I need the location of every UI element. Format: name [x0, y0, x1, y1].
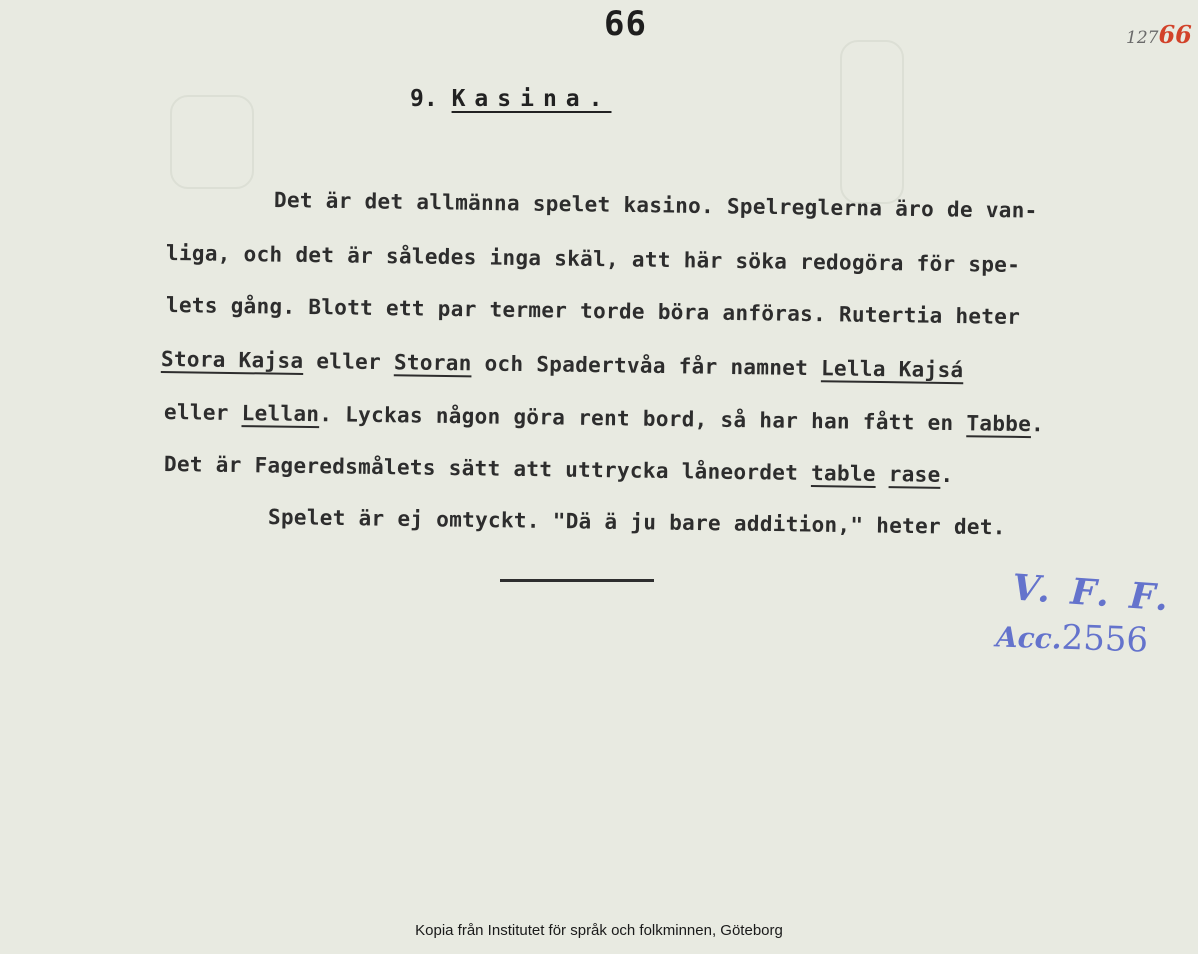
section-title: Kasina. — [451, 86, 612, 112]
stamp-line-1: V. F. F. — [1010, 566, 1174, 620]
line-text: . — [940, 462, 954, 488]
term-tabbe: Tabbe — [966, 411, 1032, 437]
archive-number-red: 66 — [1158, 20, 1192, 49]
section-heading — [410, 86, 612, 112]
paragraph-1-line-1: Det är det allmänna spelet kasino. Spelreglerna äro de van- — [273, 188, 1038, 223]
line-text: eller — [303, 348, 395, 375]
line-text: . — [1030, 412, 1045, 437]
term-rase: rase — [888, 462, 941, 487]
archive-number — [1126, 20, 1192, 49]
term-table: table — [810, 461, 876, 486]
paragraph-1-line-6 — [164, 452, 954, 487]
line-text — [876, 462, 889, 486]
archive-stamp — [990, 566, 1190, 672]
archive-number-prefix: 127 — [1126, 28, 1159, 48]
paragraph-2-line-1: Spelet är ej omtyckt. "Dä ä ju bare addition," heter det. — [267, 505, 1006, 540]
stamp-acc-number: 2556 — [1060, 617, 1149, 661]
line-text: . Lyckas någon göra rent bord, så har han fått en — [319, 402, 967, 436]
copy-notice-footer: Kopia från Institutet för språk och folkminnen, Göteborg — [415, 922, 783, 939]
paragraph-1-line-5 — [164, 400, 1044, 436]
term-lella-kajsa: Lella Kajsá — [820, 356, 964, 383]
paragraph-1-line-3: lets gång. Blott ett par termer torde böra anföras. Rutertia heter — [165, 293, 1021, 329]
line-text: eller — [163, 400, 242, 426]
term-storan: Storan — [393, 350, 472, 376]
stamp-acc-prefix: Acc. — [995, 620, 1063, 656]
line-text: och Spadertvåa får namnet — [471, 351, 822, 381]
bleed-through-mark — [170, 95, 254, 189]
paragraph-1-line-4 — [161, 347, 964, 382]
section-number: 9. — [410, 86, 438, 112]
line-text: Det är Fageredsmålets sätt att uttrycka låneordet — [163, 452, 812, 486]
bleed-through-mark — [840, 40, 904, 204]
page-number: 66 — [604, 4, 647, 44]
paragraph-1-line-2: liga, och det är således inga skäl, att här söka redogöra för spe- — [165, 241, 1021, 277]
term-lellan: Lellan — [241, 401, 320, 427]
section-end-rule — [500, 579, 654, 582]
stamp-line-2 — [995, 615, 1148, 660]
term-stora-kajsa: Stora Kajsa — [160, 347, 304, 373]
